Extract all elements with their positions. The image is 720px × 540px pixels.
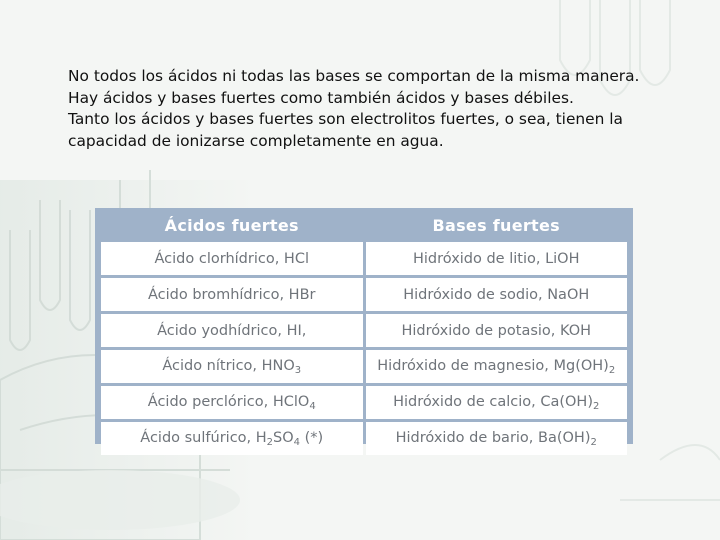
base-cell: Hidróxido de bario, $Ba(OH)_2$ [366,419,628,455]
table-row [101,419,627,455]
paragraph-line: No todos los ácidos ni todas las bases se comportan de la misma manera. [68,67,640,85]
table [98,211,630,455]
table-row [101,239,627,275]
acid-cell: Ácido sulfúrico, $H_2SO_4$ (*) [101,419,363,455]
base-cell: Hidróxido de litio, LiOH [366,239,628,275]
acid-cell: Ácido perclórico, HClO$_4$ [101,383,363,419]
acid-cell: Ácido clorhídrico, HCl [101,239,363,275]
strong-acids-bases-table [95,208,633,448]
header-strong-bases: Bases fuertes [366,211,628,239]
table-row [101,275,627,311]
acid-cell: Ácido bromhídrico, HBr [101,275,363,311]
paragraph-line: capacidad de ionizarse completamente en agua. [68,131,444,150]
table-header-row [101,211,627,239]
intro-paragraph [68,66,688,152]
base-cell: Hidróxido de potasio, KOH [366,311,628,347]
acid-cell: Ácido yodhídrico, HI, [101,311,363,347]
base-cell: Hidróxido de calcio, $Ca(OH)_2$ [366,383,628,419]
table-row [101,347,627,383]
table-row [101,311,627,347]
base-cell: Hidróxido de sodio, NaOH [366,275,628,311]
table-row [101,383,627,419]
acid-cell: Ácido nítrico, $HNO_3$ [101,347,363,383]
paragraph-line: Tanto los ácidos y bases fuertes son electrolitos fuertes, o sea, tienen la [68,110,623,128]
paragraph-line: Hay ácidos y bases fuertes como también ácidos y bases débiles. [68,88,574,107]
header-strong-acids: Ácidos fuertes [101,211,363,239]
base-cell: Hidróxido de magnesio, $Mg(OH)_2$ [366,347,628,383]
